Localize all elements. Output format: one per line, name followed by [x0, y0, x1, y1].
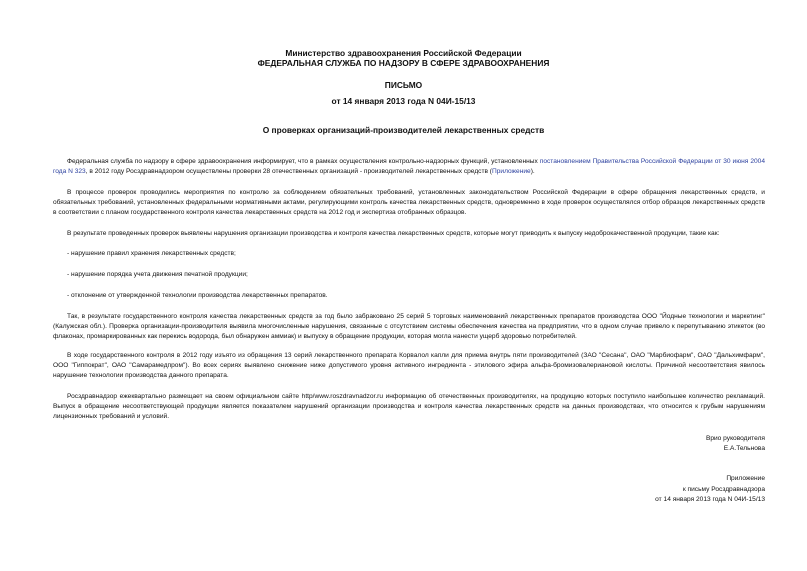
document-subject: О проверках организаций-производителей лекарственных средств — [262, 125, 545, 135]
government-decree-link[interactable]: постановлением Правительства Российской Федерации от 30 июня 2004 года N 323 — [53, 158, 766, 175]
appendix-date: от 14 января 2013 года N 04И-15/13 — [655, 496, 765, 503]
appendix-label: Приложение — [726, 475, 765, 482]
service-name: ФЕДЕРАЛЬНАЯ СЛУЖБА ПО НАДЗОРУ В СФЕРЕ ЗДРАВООХРАНЕНИЯ — [257, 58, 550, 68]
signature-title: Врио руководителя — [705, 435, 765, 442]
paragraph-2: В процессе проверок проводились мероприятия по контролю за соблюдением обязательных требований, установленных законодательством Российской Федерации в сфере обращения лекарственных средств, и обязательных требований, установленных федеральными нормативными актами, регулирующими контроль качества лекарственных средств, одновременно в ходе проверок осуществлялся отбор образцов лекарственных средств в соответствии с планом государственного контроля качества лекарственных средств на 2012 год и экспертиза отобранных образцов. — [53, 189, 765, 216]
paragraph-4: Так, в результате государственного контроля качества лекарственных средств за год было забраковано 25 серий 5 торговых наименований лекарственных препаратов производства ООО "Йодные технологии и маркетинг" (Калужская обл.). Проверка организации-производителя выявила многочисленные нарушения, связанные с отсутствием системы обеспечения качества на предприятии, что в одном случае привело к перепутыванию этикеток (во флаконах, промаркированных как перекись водорода, был обнаружен аммиак) и выпуску в обращение продукции, которая могла нанести ущерб здоровью потребителей. — [53, 313, 765, 340]
paragraph-1 — [53, 157, 765, 177]
paragraph-1-end: ). — [530, 168, 535, 175]
paragraph-5: В ходе государственного контроля в 2012 году изъято из обращения 13 серий лекарственного препарата Корвалол капли для приема внутрь пяти производителей (ЗАО "Сесана", ОАО "Марбиофарм", ОАО "Дальхимфарм", ООО "Гиппократ", ОАО "Самарамедпром"). Во всех сериях выявлено снижение ниже допустимого уровня активного ингредиента - этилового эфира альфа-бромизовалериановой кислоты. Причиной несоответствия явилось нарушение технологии производства данного препарата. — [53, 352, 765, 379]
paragraph-6: Росздравнадзор ежеквартально размещает на своем официальном сайте http/www.roszdravnadzor.ru информацию об отечественных производителях, на продукцию которых поступило наибольшее количество рекламаций. Выпуск в обращение несоответствующей продукции является показателем нарушений организации производства и контроля качества лекарственных средств на данных производствах, что относится к грубым нарушениям лицензионных требований и условий. — [53, 393, 765, 420]
list-item-1: - нарушение правил хранения лекарственных средств; — [67, 250, 236, 257]
paragraph-3: В результате проведенных проверок выявлены нарушения организации производства и контроля качества лекарственных средств, которые могут приводить к выпуску недоброкачественной продукции, такие как: — [67, 230, 720, 237]
appendix-reference: к письму Росздравнадзора — [682, 486, 765, 493]
ministry-name: Министерство здравоохранения Российской Федерации — [285, 48, 522, 58]
list-item-3: - отклонение от утвержденной технологии производства лекарственных препаратов. — [67, 292, 328, 299]
document-type: ПИСЬМО — [384, 80, 423, 90]
paragraph-1-start: Федеральная служба по надзору в сфере здравоохранения информирует, что в рамках осуществления контрольно-надзорных функций, установленных — [67, 158, 540, 165]
paragraph-1-middle: , в 2012 году Росздравнадзором осуществлены проверки 28 отечественных организаций - производителей лекарственных средств ( — [85, 168, 493, 175]
appendix-link[interactable]: Приложение — [492, 168, 531, 175]
signature-name: Е.А.Тельнова — [723, 445, 765, 452]
list-item-2: - нарушение порядка учета движения печатной продукции; — [67, 271, 248, 278]
document-date-number: от 14 января 2013 года N 04И-15/13 — [331, 96, 476, 106]
